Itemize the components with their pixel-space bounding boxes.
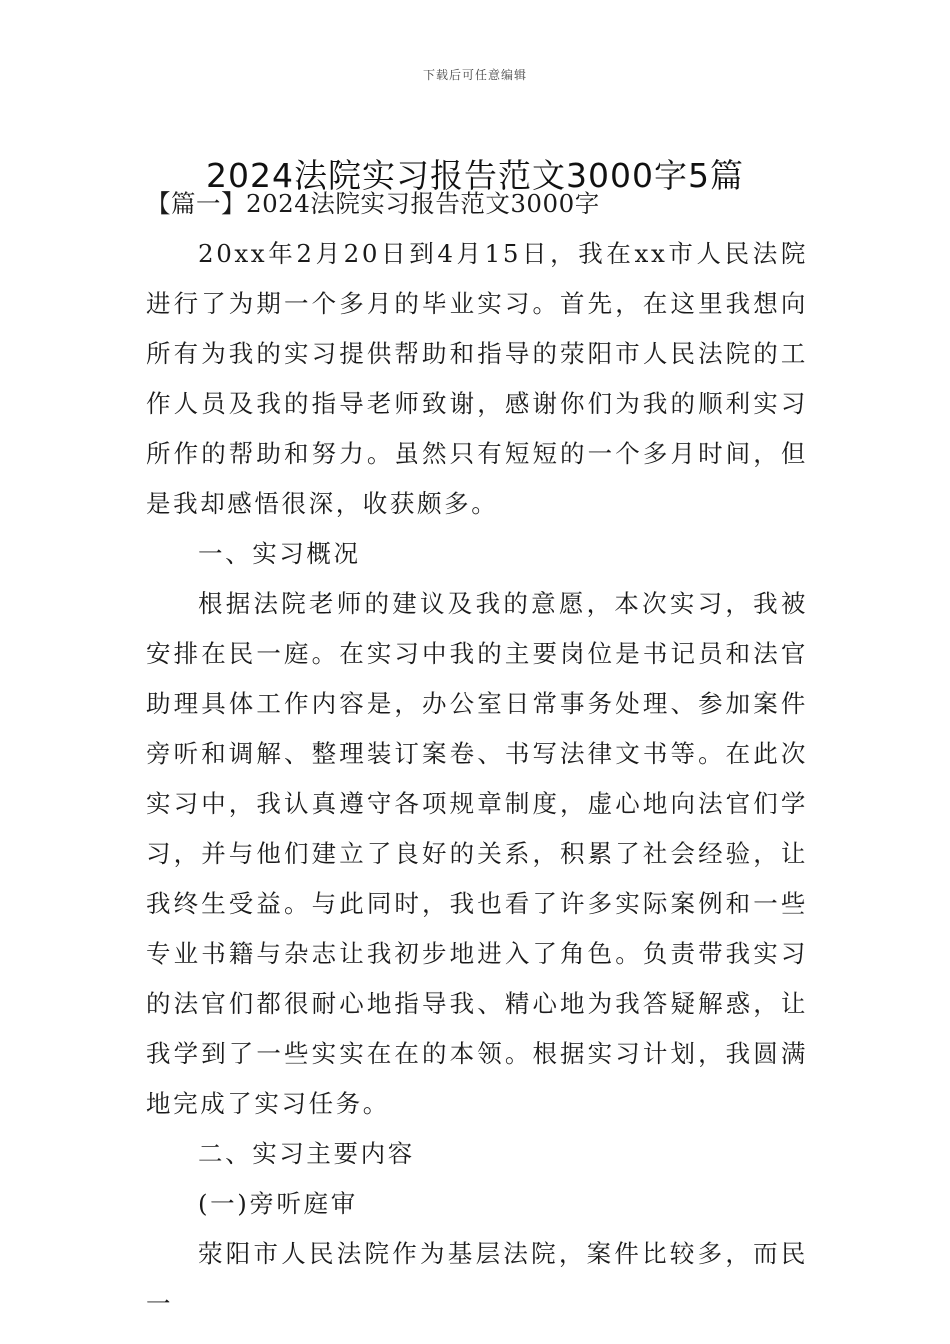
article-subtitle: 【篇一】2024法院实习报告范文3000字 [146,189,600,218]
section-heading-overview: 一、实习概况 [198,539,361,568]
document-body [146,179,808,1329]
section-heading-main-content: 二、实习主要内容 [198,1139,415,1168]
sub-heading-court-hearing: (一)旁听庭审 [198,1189,358,1218]
header-note: 下载后可任意编辑 [422,68,527,82]
document-title: 2024法院实习报告范文3000字5篇 [206,156,744,196]
intro-paragraph: 20xx年2月20日到4月15日，我在xx市人民法院进行了为期一个多月的毕业实习。首先，在这里我想向所有为我的实习提供帮助和指导的荥阳市人民法院的工作人员及我的指导老师致谢，感谢你们为我的顺利实习所作的帮助和努力。虽然只有短短的一个多月时间，但是我却感悟很深，收获颇多。 [146,239,808,518]
court-hearing-paragraph: 荥阳市人民法院作为基层法院，案件比较多，而民一 [146,1239,808,1318]
overview-paragraph: 根据法院老师的建议及我的意愿，本次实习，我被安排在民一庭。在实习中我的主要岗位是书记员和法官助理具体工作内容是，办公室日常事务处理、参加案件旁听和调解、整理装订案卷、书写法律文书等。在此次实习中，我认真遵守各项规章制度，虚心地向法官们学习，并与他们建立了良好的关系，积累了社会经验，让我终生受益。与此同时，我也看了许多实际案例和一些专业书籍与杂志让我初步地进入了角色。负责带我实习的法官们都很耐心地指导我、精心地为我答疑解惑，让我学到了一些实实在在的本领。根据实习计划，我圆满地完成了实习任务。 [146,589,808,1118]
